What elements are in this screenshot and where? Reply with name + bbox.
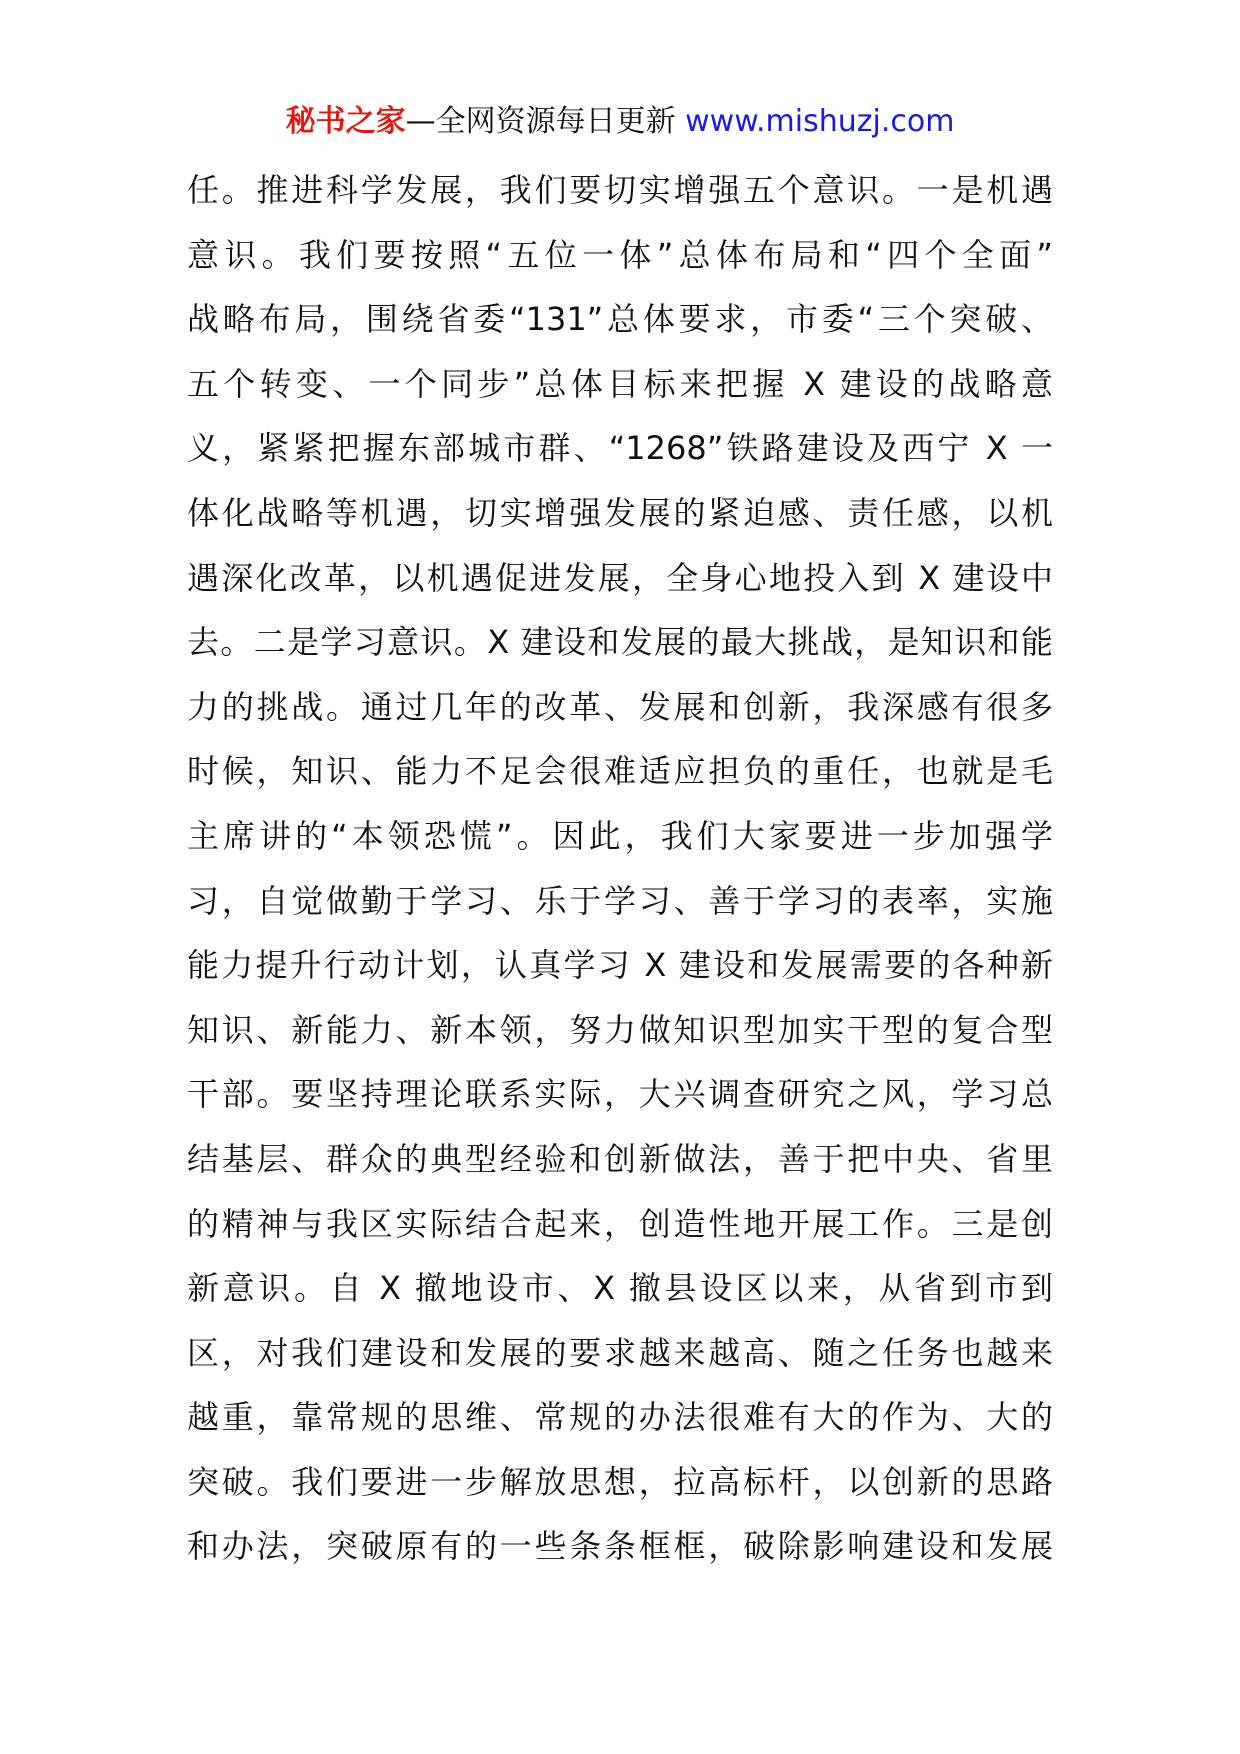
text-line: 战略布局，围绕省委“131”总体要求，市委“三个突破、: [187, 300, 1053, 339]
text-line: 越重，靠常规的思维、常规的办法很难有大的作为、大的: [187, 1398, 1053, 1437]
text-line: 知识、新能力、新本领，努力做知识型加实干型的复合型: [187, 1010, 1053, 1049]
text-line: 体化战略等机遇，切实增强发展的紧迫感、责任感，以机: [187, 493, 1053, 532]
text-line: 习，自觉做勤于学习、乐于学习、善于学习的表率，实施: [187, 881, 1053, 920]
brand-name: 秘书之家: [285, 104, 406, 139]
text-line: 意识。我们要按照“五位一体”总体布局和“四个全面”: [187, 235, 1053, 274]
text-line: 干部。要坚持理论联系实际，大兴调查研究之风，学习总: [187, 1075, 1053, 1114]
text-line: 五个转变、一个同步”总体目标来把握 X 建设的战略意: [187, 364, 1053, 403]
website-link[interactable]: www.mishuzj.com: [685, 104, 955, 139]
text-line: 区，对我们建设和发展的要求越来越高、随之任务也越来: [187, 1333, 1053, 1372]
text-line: 能力提升行动计划，认真学习 X 建设和发展需要的各种新: [187, 946, 1053, 985]
text-line: 和办法，突破原有的一些条条框框，破除影响建设和发展: [187, 1527, 1053, 1566]
text-line: 结基层、群众的典型经验和创新做法，善于把中央、省里: [187, 1139, 1053, 1178]
text-line: 遇深化改革，以机遇促进发展，全身心地投入到 X 建设中: [187, 558, 1053, 597]
header-slogan: —全网资源每日更新: [405, 104, 676, 139]
text-line: 去。二是学习意识。X 建设和发展的最大挑战，是知识和能: [187, 623, 1053, 662]
text-line: 主席讲的“本领恐慌”。因此，我们大家要进一步加强学: [187, 816, 1053, 855]
body-text: [187, 164, 1053, 1585]
text-line: 突破。我们要进一步解放思想，拉高标杆，以创新的思路: [187, 1462, 1053, 1501]
text-line: 时候，知识、能力不足会很难适应担负的重任，也就是毛: [187, 752, 1053, 791]
text-line: 任。推进科学发展，我们要切实增强五个意识。一是机遇: [187, 171, 1053, 209]
text-line: 的精神与我区实际结合起来，创造性地开展工作。三是创: [187, 1204, 1053, 1243]
text-line: 新意识。自 X 撤地设市、X 撤县设区以来，从省到市到: [187, 1269, 1053, 1308]
text-line: 力的挑战。通过几年的改革、发展和创新，我深感有很多: [187, 687, 1053, 726]
text-line: 义，紧紧把握东部城市群、“1268”铁路建设及西宁 X 一: [187, 429, 1053, 468]
page-header: [0, 100, 1240, 144]
